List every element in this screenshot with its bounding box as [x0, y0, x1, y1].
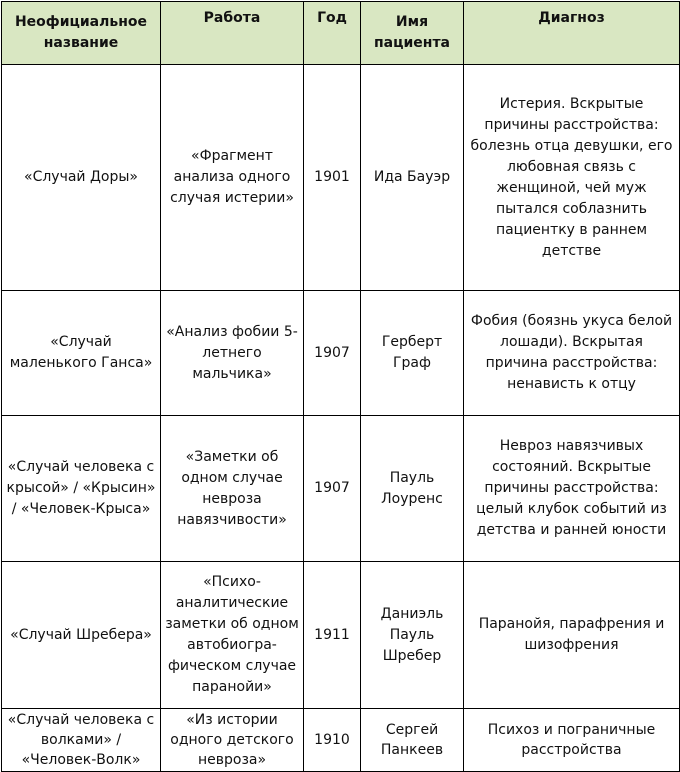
- cell-patient-name: Даниэль Пауль Шребер: [361, 562, 464, 709]
- header-patient-name: Имя пациента: [361, 2, 464, 65]
- cell-year: 1907: [304, 291, 361, 416]
- cell-unofficial-name: «Случай Доры»: [2, 65, 161, 291]
- table-row: [2, 562, 680, 709]
- cell-work: «Психо-аналитические заметки об одном автобиогра-фическом случае паранойи»: [161, 562, 304, 709]
- cell-work: «Из истории одного детского невроза»: [161, 709, 304, 772]
- cell-unofficial-name: «Случай маленького Ганса»: [2, 291, 161, 416]
- freud-cases-table: [1, 1, 680, 772]
- header-diagnosis: Диагноз: [464, 2, 680, 65]
- cell-patient-name: Сергей Панкеев: [361, 709, 464, 772]
- cell-patient-name: Пауль Лоуренс: [361, 416, 464, 562]
- cell-unofficial-name: «Случай человека с волками» / «Человек-Волк»: [2, 709, 161, 772]
- cell-year: 1901: [304, 65, 361, 291]
- cell-work: «Фрагмент анализа одного случая истерии»: [161, 65, 304, 291]
- cell-year: 1911: [304, 562, 361, 709]
- table-row: [2, 416, 680, 562]
- cell-diagnosis: Фобия (боязнь укуса белой лошади). Вскрытая причина расстройства: ненависть к отцу: [464, 291, 680, 416]
- cell-diagnosis: Невроз навязчивых состояний. Вскрытые причины расстройства: целый клубок событий из детства и ранней юности: [464, 416, 680, 562]
- cell-diagnosis: Паранойя, парафрения и шизофрения: [464, 562, 680, 709]
- cell-diagnosis: Психоз и пограничные расстройства: [464, 709, 680, 772]
- header-unofficial-name: Неофициальное название: [2, 2, 161, 65]
- table-row: [2, 65, 680, 291]
- header-year: Год: [304, 2, 361, 65]
- header-row: [2, 2, 680, 65]
- cell-year: 1907: [304, 416, 361, 562]
- cell-unofficial-name: «Случай человека с крысой» / «Крысин» / «Человек-Крыса»: [2, 416, 161, 562]
- cell-diagnosis: Истерия. Вскрытые причины расстройства: болезнь отца девушки, его любовная связь с женщиной, чей муж пытался соблазнить пациентку в раннем детстве: [464, 65, 680, 291]
- table-row: [2, 291, 680, 416]
- table-row: [2, 709, 680, 772]
- cell-patient-name: Герберт Граф: [361, 291, 464, 416]
- header-work: Работа: [161, 2, 304, 65]
- cell-year: 1910: [304, 709, 361, 772]
- cell-unofficial-name: «Случай Шребера»: [2, 562, 161, 709]
- cell-work: «Анализ фобии 5-летнего мальчика»: [161, 291, 304, 416]
- cell-work: «Заметки об одном случае невроза навязчивости»: [161, 416, 304, 562]
- cell-patient-name: Ида Бауэр: [361, 65, 464, 291]
